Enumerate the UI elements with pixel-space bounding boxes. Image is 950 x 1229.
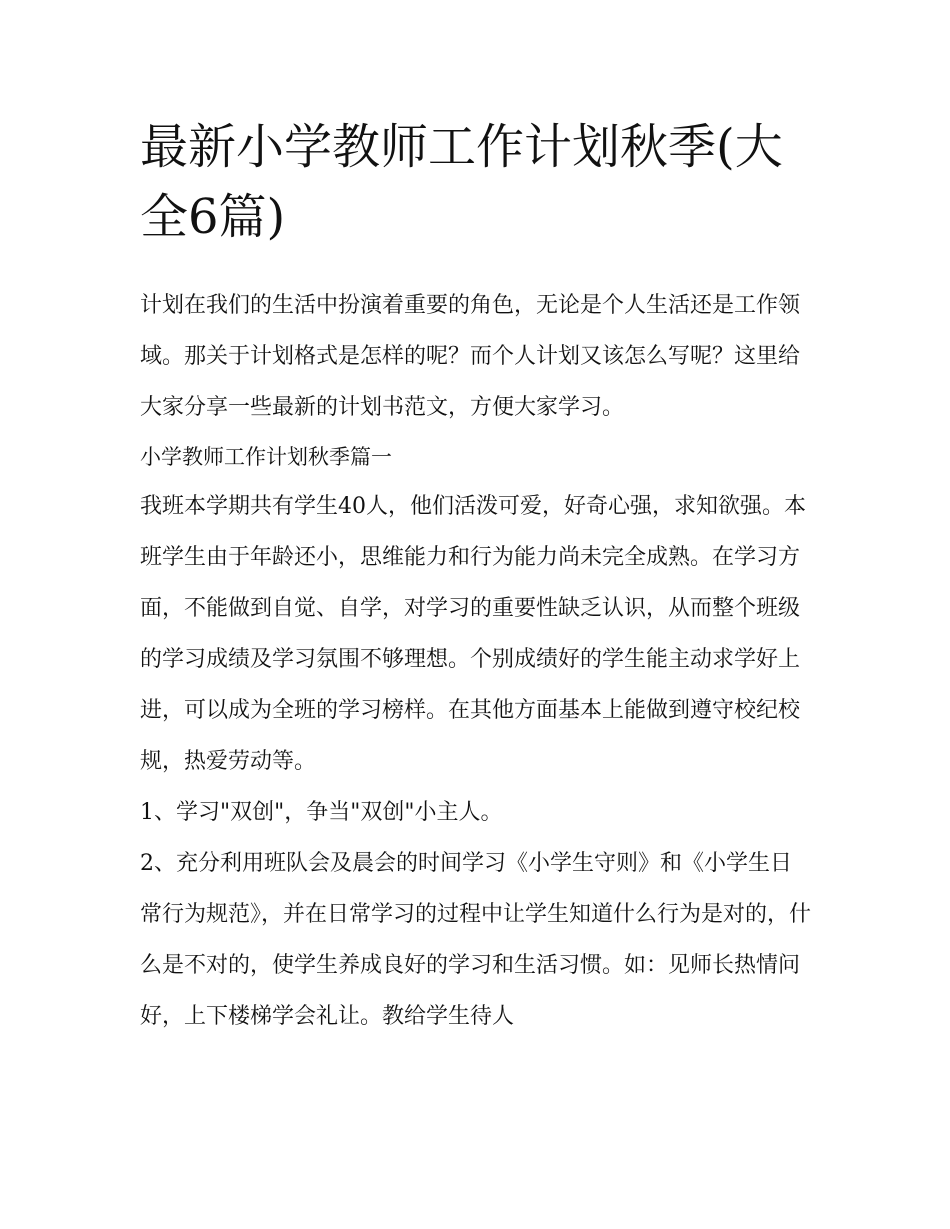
document-content: [140, 112, 812, 1042]
document-title: 最新小学教师工作计划秋季(大全6篇): [140, 119, 783, 245]
list-item-2: 2、充分利用班队会及晨会的时间学习《小学生守则》和《小学生日常行为规范》，并在日常学习的过程中让学生知道什么行为是对的，什么是不对的，使学生养成良好的学习和生活习惯。如：见师长热情问好，上下楼梯学会礼让。教给学生待人: [140, 851, 812, 1029]
intro-paragraph: 计划在我们的生活中扮演着重要的角色，无论是个人生活还是工作领域。那关于计划格式是怎样的呢？而个人计划又该怎么写呢？这里给大家分享一些最新的计划书范文，方便大家学习。: [140, 293, 801, 420]
body-paragraph: 我班本学期共有学生40人，他们活泼可爱，好奇心强，求知欲强。本班学生由于年龄还小，思维能力和行为能力尚未完全成熟。在学习方面，不能做到自觉、自学，对学习的重要性缺乏认识，从而整个班级的学习成绩及学习氛围不够理想。个别成绩好的学生能主动求学好上进，可以成为全班的学习榜样。在其他方面基本上能做到遵守校纪校规，热爱劳动等。: [140, 494, 806, 774]
list-item-1: 1、学习"双创"，争当"双创"小主人。: [140, 800, 503, 825]
section-heading: 小学教师工作计划秋季篇一: [140, 445, 392, 469]
